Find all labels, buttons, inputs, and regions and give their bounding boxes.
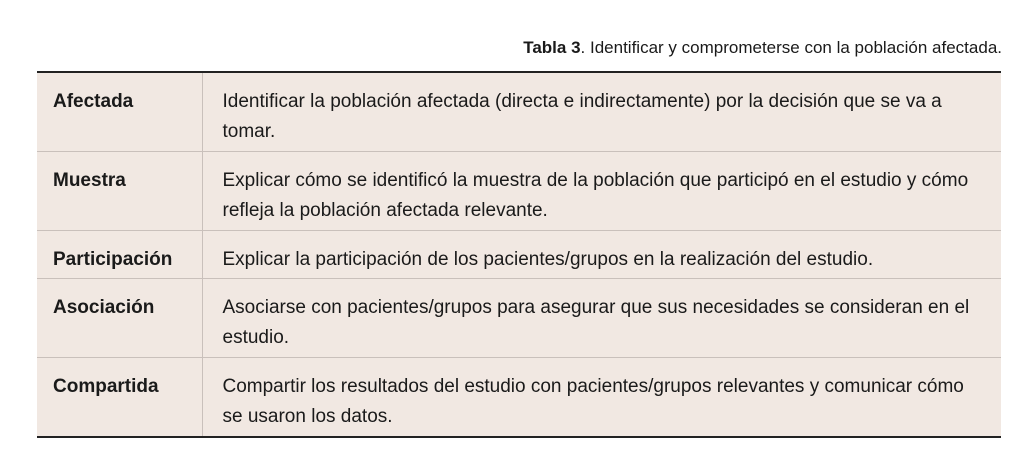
table-container bbox=[37, 71, 1001, 438]
row-description: Identificar la población afectada (directa e indirectamente) por la decisión que se va a tomar. bbox=[222, 91, 942, 142]
row-description: Compartir los resultados del estudio con pacientes/grupos relevantes y comunicar cómo se usaron los datos. bbox=[202, 358, 1001, 437]
table-row bbox=[37, 231, 1001, 279]
row-term: Asociación bbox=[37, 279, 202, 358]
table-caption-label: Tabla 3 bbox=[523, 38, 581, 57]
row-description: Asociarse con pacientes/grupos para asegurar que sus necesidades se consideran en el estudio. bbox=[202, 279, 1001, 358]
data-table bbox=[37, 73, 1001, 436]
row-term: Afectada bbox=[37, 73, 202, 152]
row-description: Explicar la participación de los pacientes/grupos en la realización del estudio. bbox=[202, 231, 1001, 279]
row-term: Participación bbox=[37, 231, 202, 279]
table-row bbox=[37, 73, 1001, 152]
row-term: Muestra bbox=[37, 152, 202, 231]
table-row bbox=[37, 279, 1001, 358]
row-description: Explicar cómo se identificó la muestra de la población que participó en el estudio y cómo refleja la población afectada relevante. bbox=[202, 152, 1001, 231]
table-row bbox=[37, 152, 1001, 231]
table-caption bbox=[523, 38, 1002, 58]
row-term: Compartida bbox=[37, 358, 202, 437]
table-caption-text: . Identificar y comprometerse con la población afectada. bbox=[580, 38, 1002, 57]
table-row bbox=[37, 358, 1001, 437]
